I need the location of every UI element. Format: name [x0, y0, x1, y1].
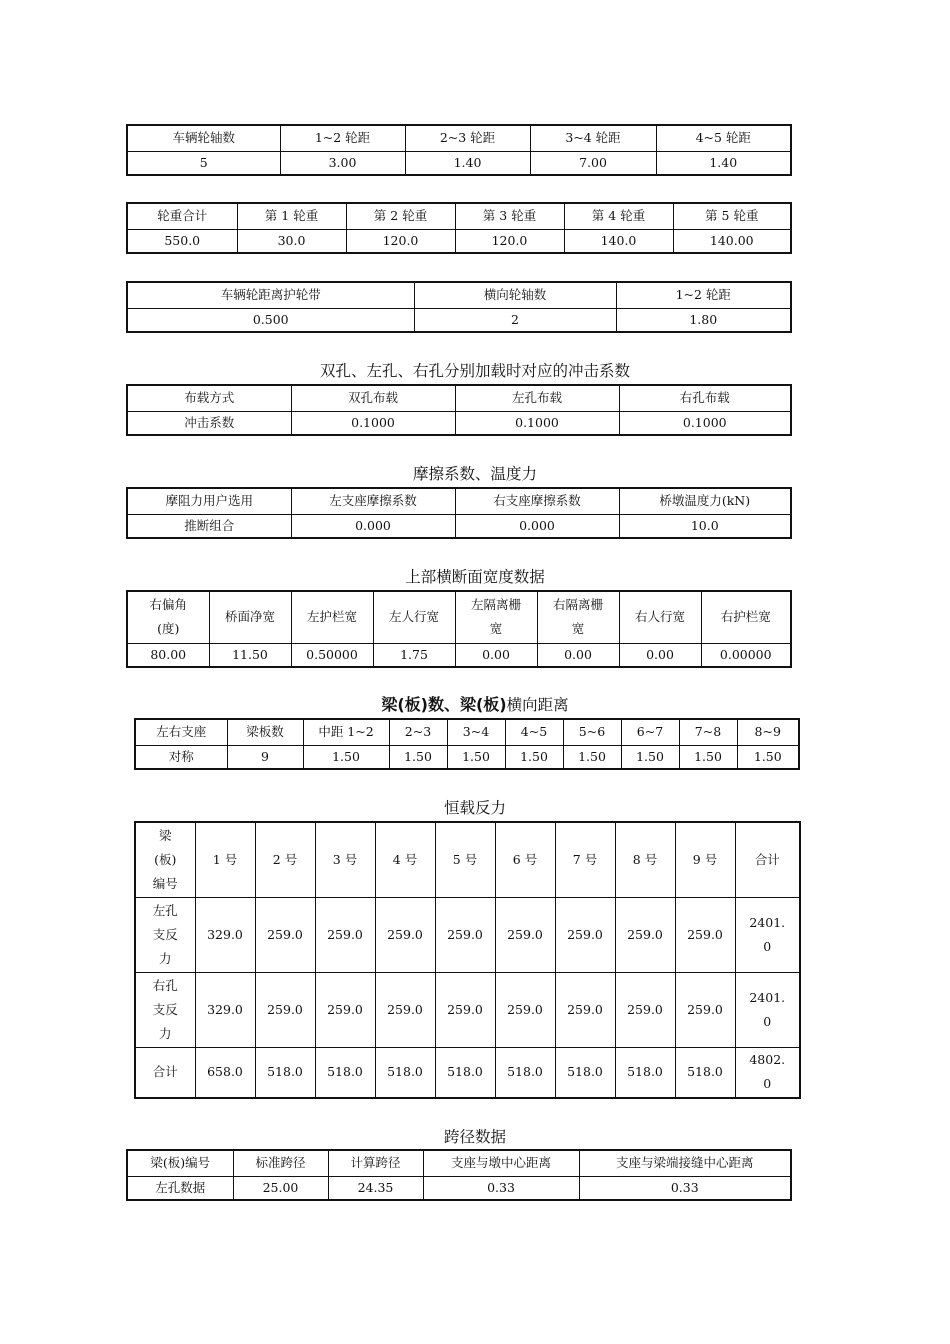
value-cell: 0.33 — [423, 1176, 579, 1200]
value-cell: 冲击系数 — [127, 411, 291, 435]
value-cell: 3.00 — [280, 151, 405, 175]
header-cell: 8 号 — [615, 822, 675, 897]
friction-table — [126, 487, 792, 539]
header-cell: 5~6 — [563, 719, 621, 745]
header-cell: 梁 (板) 编号 — [135, 822, 195, 897]
value-cell: 11.50 — [209, 643, 291, 667]
header-cell: 右人行宽 — [619, 591, 701, 643]
value-cell: 259.0 — [315, 972, 375, 1047]
value-cell: 1.50 — [563, 745, 621, 769]
header-cell: 4~5 轮距 — [656, 125, 791, 151]
value-cell: 259.0 — [615, 972, 675, 1047]
header-cell: 第 5 轮重 — [673, 203, 791, 229]
header-cell — [127, 591, 209, 643]
value-cell: 120.0 — [346, 229, 455, 253]
header-cell: 2 号 — [255, 822, 315, 897]
value-cell: 80.00 — [127, 643, 209, 667]
header-cell: 左支座摩擦系数 — [291, 488, 455, 514]
header-cell: 2~3 轮距 — [405, 125, 530, 151]
header-cell: 第 4 轮重 — [564, 203, 673, 229]
value-cell: 1.50 — [621, 745, 679, 769]
value-cell: 1.50 — [447, 745, 505, 769]
value-cell: 518.0 — [495, 1047, 555, 1098]
value-cell: 140.0 — [564, 229, 673, 253]
friction-title: 摩擦系数、温度力 — [412, 465, 537, 483]
header-cell: 右支座摩擦系数 — [455, 488, 619, 514]
value-cell: 2401. 0 — [735, 972, 800, 1047]
header-cell: 1~2 轮距 — [616, 282, 791, 308]
beams-table — [134, 718, 800, 770]
value-cell: 0.00000 — [701, 643, 791, 667]
value-cell: 518.0 — [435, 1047, 495, 1098]
header-row — [135, 822, 800, 897]
value-cell: 左孔 支反 力 — [135, 897, 195, 972]
value-cell: 259.0 — [615, 897, 675, 972]
value-cell: 7.00 — [530, 151, 656, 175]
value-cell: 518.0 — [675, 1047, 735, 1098]
beams-title — [0, 695, 950, 715]
value-cell: 259.0 — [555, 972, 615, 1047]
value-cell: 259.0 — [435, 897, 495, 972]
value-cell: 518.0 — [615, 1047, 675, 1098]
table-row — [135, 897, 800, 972]
header-cell: 轮重合计 — [127, 203, 237, 229]
beams-title-bold: 梁(板)数、梁(板) — [381, 695, 507, 714]
value-cell: 0.000 — [291, 514, 455, 538]
impact-table — [126, 384, 792, 436]
header-cell: 6~7 — [621, 719, 679, 745]
value-cell: 550.0 — [127, 229, 237, 253]
header-cell: 9 号 — [675, 822, 735, 897]
impact-title: 双孔、左孔、右孔分别加载时对应的冲击系数 — [319, 362, 630, 380]
value-cell: 1.50 — [389, 745, 447, 769]
header-cell: 合计 — [735, 822, 800, 897]
value-cell: 0.1000 — [291, 411, 455, 435]
value-cell: 5 — [127, 151, 280, 175]
header-cell — [455, 591, 537, 643]
header-cell: 右护栏宽 — [701, 591, 791, 643]
value-cell: 329.0 — [195, 897, 255, 972]
value-cell: 518.0 — [555, 1047, 615, 1098]
value-cell: 259.0 — [495, 897, 555, 972]
value-cell: 25.00 — [233, 1176, 328, 1200]
table-row — [135, 1047, 800, 1098]
header-line: 右隔离栅 宽 — [552, 597, 603, 637]
value-cell: 1.50 — [679, 745, 737, 769]
header-cell: 4~5 — [505, 719, 563, 745]
header-cell: 右孔布载 — [619, 385, 791, 411]
header-cell: 3 号 — [315, 822, 375, 897]
header-cell: 左护栏宽 — [291, 591, 373, 643]
header-cell: 桥面净宽 — [209, 591, 291, 643]
header-cell: 布载方式 — [127, 385, 291, 411]
value-cell: 1.40 — [405, 151, 530, 175]
value-cell: 259.0 — [315, 897, 375, 972]
value-cell: 2 — [414, 308, 616, 332]
value-cell: 4802. 0 — [735, 1047, 800, 1098]
header-cell: 7 号 — [555, 822, 615, 897]
value-cell: 518.0 — [255, 1047, 315, 1098]
value-cell: 0.00 — [537, 643, 619, 667]
wheel-load-table — [126, 202, 792, 254]
span-table — [126, 1149, 792, 1201]
dead-load-table — [134, 821, 801, 1099]
header-cell: 3~4 轮距 — [530, 125, 656, 151]
header-cell: 支座与墩中心距离 — [423, 1150, 579, 1176]
header-cell: 第 1 轮重 — [237, 203, 346, 229]
value-cell: 120.0 — [455, 229, 564, 253]
value-cell: 259.0 — [675, 897, 735, 972]
beams-title-rest: 横向距离 — [506, 696, 569, 714]
header-cell: 8~9 — [737, 719, 799, 745]
value-cell: 9 — [227, 745, 303, 769]
header-cell: 1~2 轮距 — [280, 125, 405, 151]
header-cell: 4 号 — [375, 822, 435, 897]
value-cell: 259.0 — [255, 897, 315, 972]
dead-load-title: 恒载反力 — [443, 799, 506, 817]
value-cell: 10.0 — [619, 514, 791, 538]
value-cell: 518.0 — [315, 1047, 375, 1098]
value-cell: 1.50 — [303, 745, 389, 769]
value-cell: 1.50 — [505, 745, 563, 769]
header-cell: 车辆轮距离护轮带 — [127, 282, 414, 308]
value-cell: 0.00 — [619, 643, 701, 667]
value-cell: 658.0 — [195, 1047, 255, 1098]
header-cell: 标准跨径 — [233, 1150, 328, 1176]
header-cell: 6 号 — [495, 822, 555, 897]
header-cell: 7~8 — [679, 719, 737, 745]
header-cell: 桥墩温度力(kN) — [619, 488, 791, 514]
value-cell: 259.0 — [435, 972, 495, 1047]
table-row — [135, 972, 800, 1047]
header-cell: 梁板数 — [227, 719, 303, 745]
header-cell: 双孔布载 — [291, 385, 455, 411]
value-cell: 259.0 — [555, 897, 615, 972]
cross-section-table — [126, 590, 792, 668]
value-cell: 2401. 0 — [735, 897, 800, 972]
value-cell: 259.0 — [375, 972, 435, 1047]
value-cell: 518.0 — [375, 1047, 435, 1098]
header-cell: 左右支座 — [135, 719, 227, 745]
header-line: 右偏角 (度) — [149, 597, 187, 637]
header-cell: 1 号 — [195, 822, 255, 897]
header-cell: 2~3 — [389, 719, 447, 745]
value-cell: 1.40 — [656, 151, 791, 175]
header-cell: 计算跨径 — [328, 1150, 423, 1176]
header-line: 左隔离栅 宽 — [470, 597, 521, 637]
value-cell: 259.0 — [675, 972, 735, 1047]
value-cell: 0.500 — [127, 308, 414, 332]
axle-table — [126, 124, 792, 176]
value-cell: 0.00 — [455, 643, 537, 667]
header-cell: 摩阻力用户选用 — [127, 488, 291, 514]
guard-table — [126, 281, 792, 333]
value-cell: 259.0 — [495, 972, 555, 1047]
value-cell: 合计 — [135, 1047, 195, 1098]
value-cell: 1.75 — [373, 643, 455, 667]
value-cell: 24.35 — [328, 1176, 423, 1200]
header-cell: 3~4 — [447, 719, 505, 745]
value-cell: 0.1000 — [455, 411, 619, 435]
cross-section-title: 上部横断面宽度数据 — [405, 568, 545, 586]
header-cell: 左孔布载 — [455, 385, 619, 411]
header-cell: 支座与梁端接缝中心距离 — [579, 1150, 791, 1176]
header-cell: 梁(板)编号 — [127, 1150, 233, 1176]
value-cell: 140.00 — [673, 229, 791, 253]
value-cell: 左孔数据 — [127, 1176, 233, 1200]
header-cell: 第 2 轮重 — [346, 203, 455, 229]
header-cell — [537, 591, 619, 643]
header-cell: 5 号 — [435, 822, 495, 897]
value-cell: 0.000 — [455, 514, 619, 538]
value-cell: 259.0 — [255, 972, 315, 1047]
value-cell: 329.0 — [195, 972, 255, 1047]
value-cell: 1.50 — [737, 745, 799, 769]
value-cell: 推断组合 — [127, 514, 291, 538]
value-cell: 右孔 支反 力 — [135, 972, 195, 1047]
value-cell: 1.80 — [616, 308, 791, 332]
header-cell: 第 3 轮重 — [455, 203, 564, 229]
value-cell: 0.33 — [579, 1176, 791, 1200]
value-cell: 30.0 — [237, 229, 346, 253]
value-cell: 259.0 — [375, 897, 435, 972]
value-cell: 0.1000 — [619, 411, 791, 435]
header-cell: 左人行宽 — [373, 591, 455, 643]
header-cell: 车辆轮轴数 — [127, 125, 280, 151]
value-cell: 0.50000 — [291, 643, 373, 667]
header-cell: 中距 1~2 — [303, 719, 389, 745]
value-cell: 对称 — [135, 745, 227, 769]
header-cell: 横向轮轴数 — [414, 282, 616, 308]
span-title: 跨径数据 — [443, 1128, 506, 1146]
